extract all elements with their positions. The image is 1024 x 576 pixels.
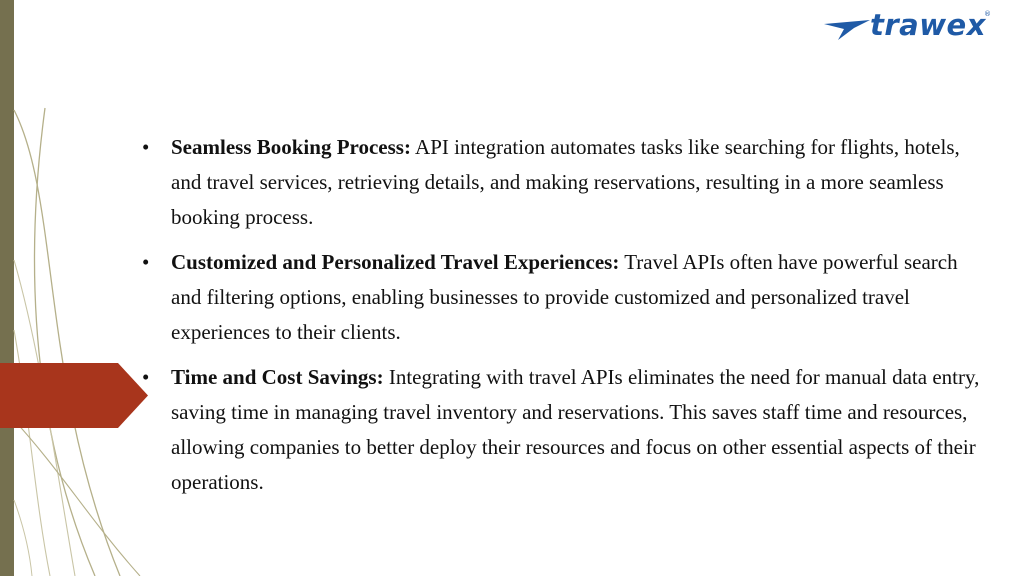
bullet-heading: Time and Cost Savings:	[171, 365, 384, 389]
bullet-heading: Customized and Personalized Travel Experiences:	[171, 250, 620, 274]
bullet-text: Integrating with travel APIs eliminates the need for manual data entry, saving time in managing travel inventory and reservations. This saves staff time and resources, allowing companies to better deploy their resources and focus on other essential aspects of their operations.	[171, 365, 980, 494]
logo-registered-mark: ®	[984, 10, 991, 18]
trawex-logo	[824, 10, 1014, 46]
bullet-item	[140, 130, 990, 235]
logo-wordmark: trawex	[870, 8, 986, 42]
bullet-text: API integration automates tasks like searching for flights, hotels, and travel services, retrieving details, and making reservations, resulting in a more seamless booking process.	[171, 135, 960, 229]
bullet-text: Travel APIs often have powerful search and filtering options, enabling businesses to provide customized and personalized travel experiences to their clients.	[171, 250, 958, 344]
logo-arrow-icon	[824, 18, 872, 42]
bullet-marker: •	[142, 250, 150, 274]
arrow-tab-shape	[0, 363, 148, 428]
bullet-item	[140, 360, 990, 500]
bullet-marker: •	[142, 135, 150, 159]
bullet-item	[140, 245, 990, 350]
bullet-list	[140, 130, 990, 510]
bullet-marker: •	[142, 365, 150, 389]
bullet-heading: Seamless Booking Process:	[171, 135, 411, 159]
